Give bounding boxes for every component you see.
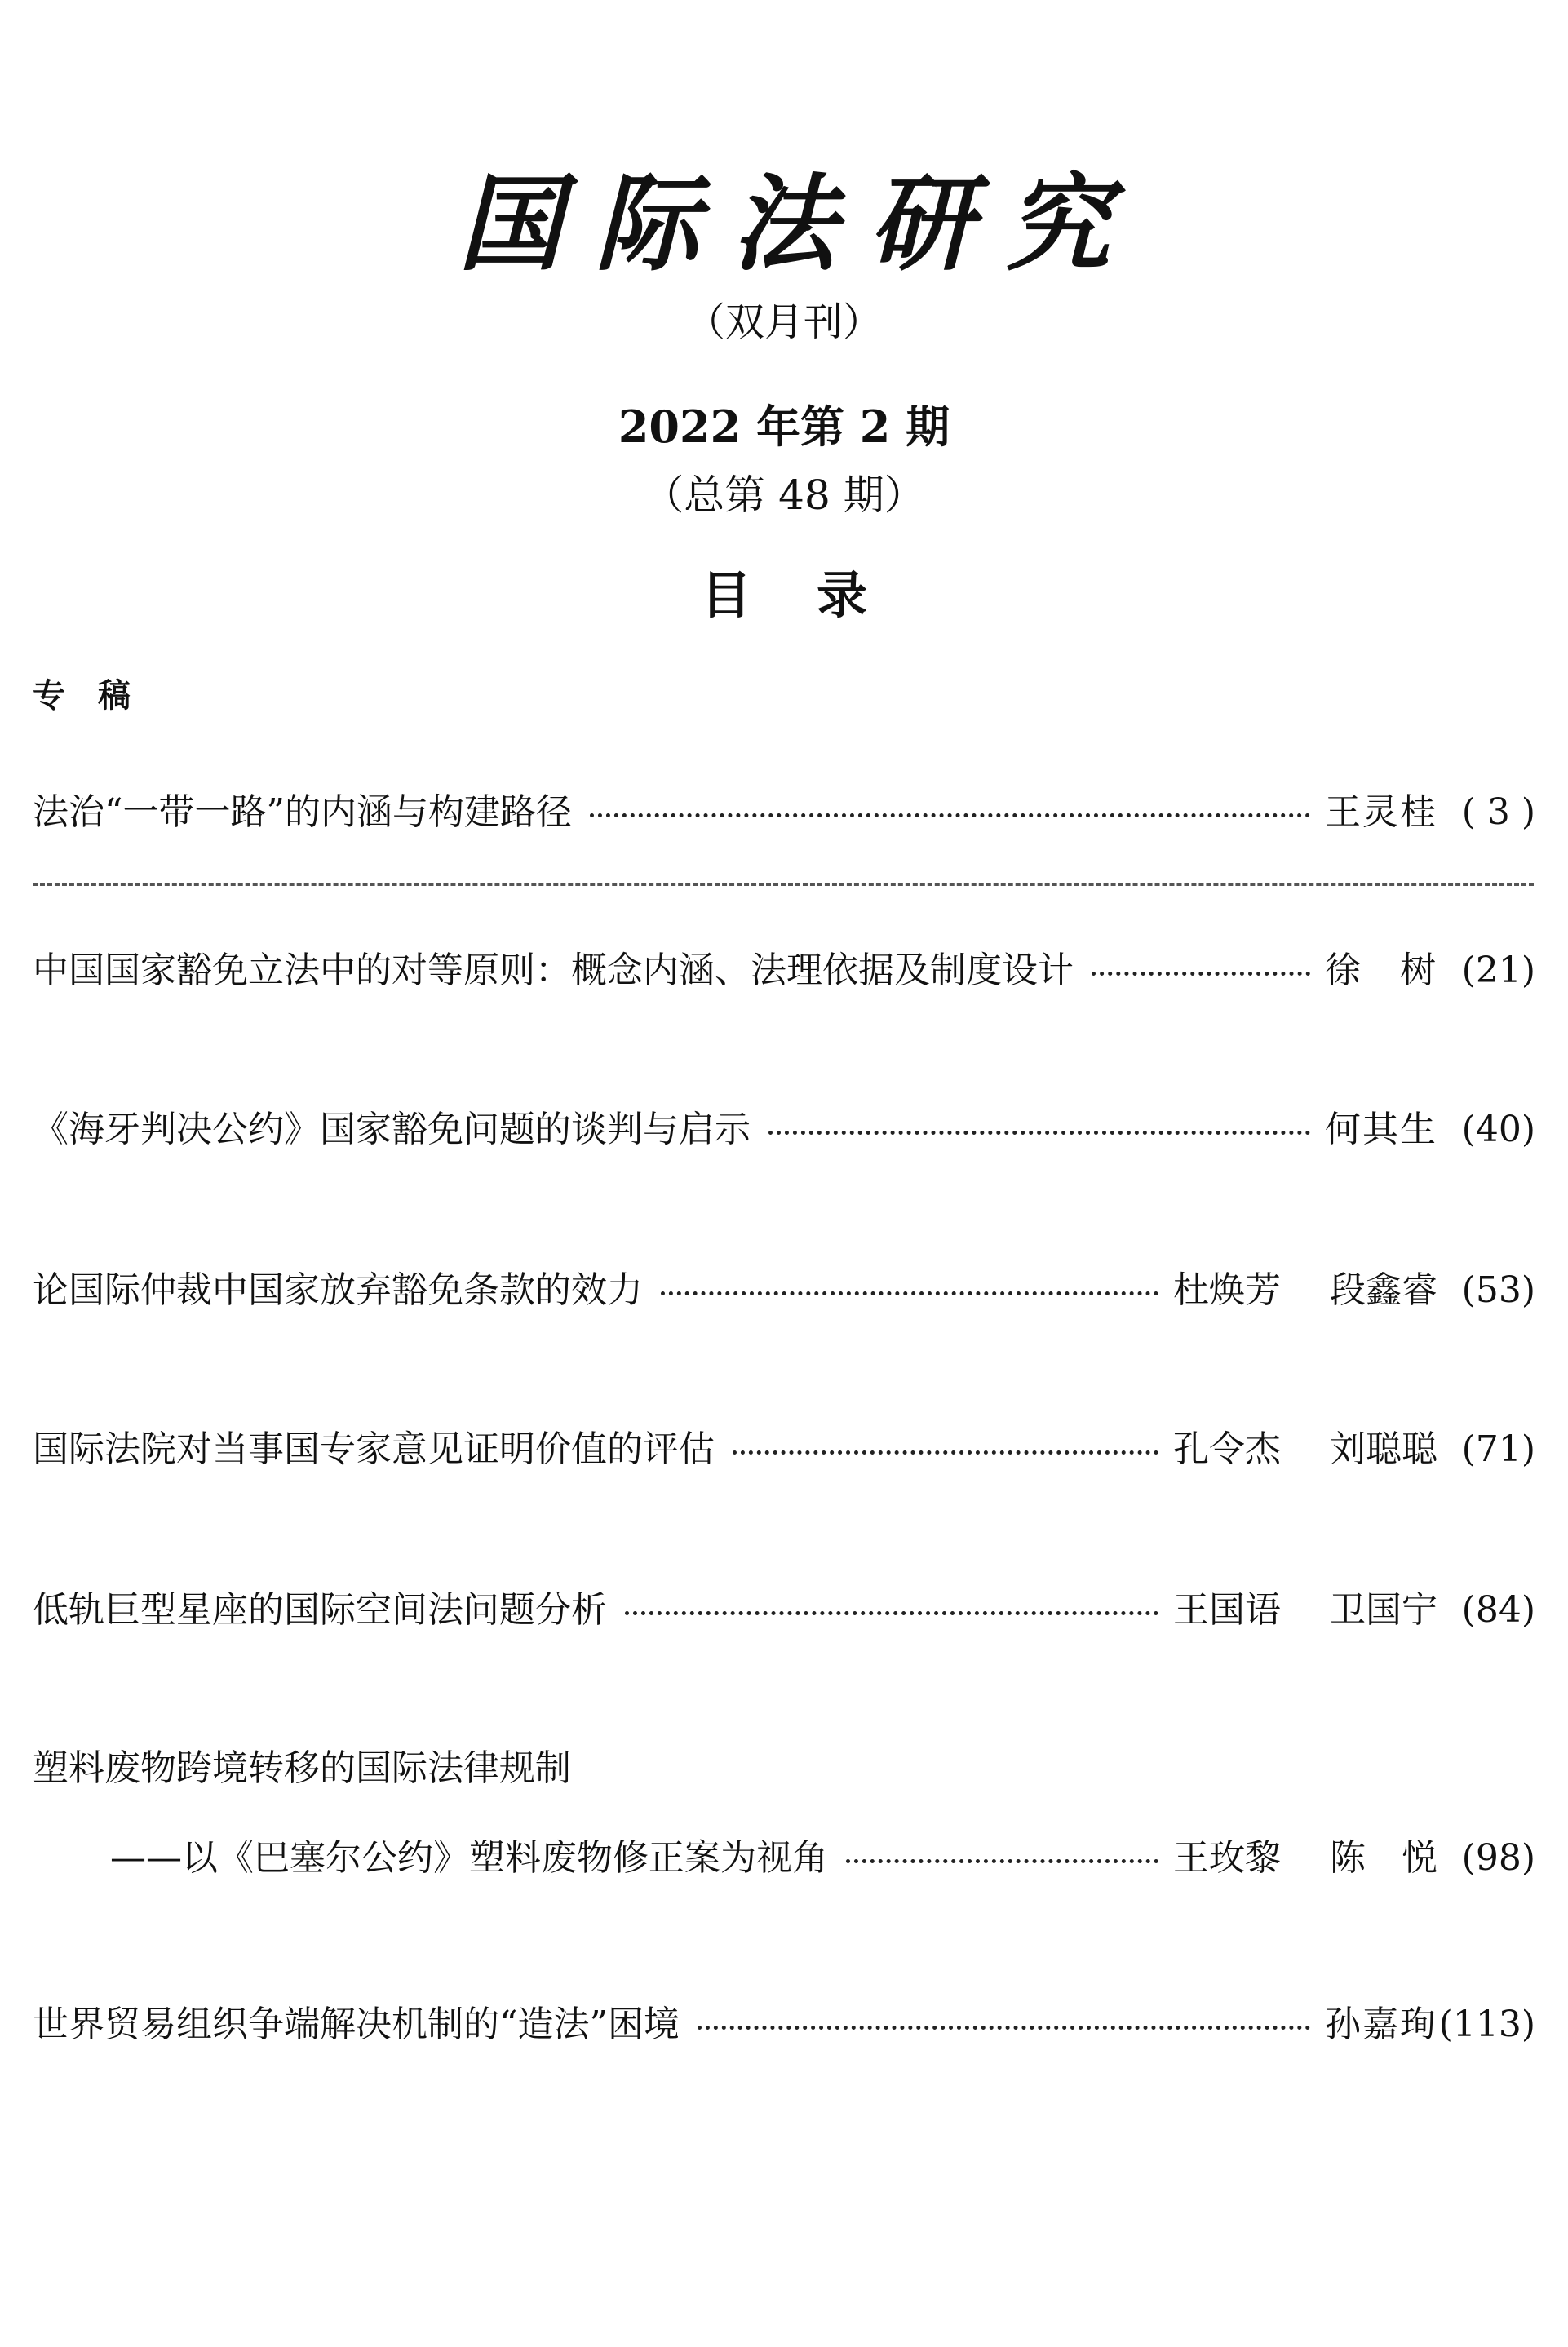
entry-authors [1325, 788, 1437, 837]
entry-page: (84) [1461, 1589, 1535, 1631]
entry-title: 论国际仲裁中国家放弃豁免条款的效力 [33, 1269, 643, 1311]
toc-entry[interactable] [33, 1425, 1535, 1474]
dot-leader [768, 1131, 1310, 1135]
entry-page: (40) [1461, 1109, 1535, 1150]
dot-leader [625, 1611, 1158, 1615]
toc-entry[interactable] [33, 946, 1535, 995]
entry-author: 王灵桂 [1325, 791, 1437, 833]
dot-leader [733, 1450, 1158, 1455]
journal-title: 国际法研究 [457, 163, 1143, 286]
entry-title: 国际法院对当事国专家意见证明价值的评估 [33, 1428, 715, 1470]
entry-author: 孙嘉珣 [1325, 2004, 1437, 2045]
entry-page: ( 3 ) [1461, 791, 1535, 833]
dot-leader [590, 813, 1310, 817]
entry-authors [1173, 1834, 1437, 1883]
entry-title[interactable]: 塑料废物跨境转移的国际法律规制 [33, 1747, 571, 1789]
entry-author: 刘聪聪 [1330, 1428, 1437, 1470]
entry-page: (21) [1461, 950, 1535, 991]
entry-author: 孔令杰 [1173, 1428, 1281, 1470]
entry-title: 世界贸易组织争端解决机制的“造法”困境 [33, 2004, 680, 2045]
entry-author: 段鑫睿 [1330, 1269, 1437, 1311]
entry-subtitle: ——以《巴塞尔公约》塑料废物修正案为视角 [110, 1837, 828, 1879]
section-separator [33, 883, 1534, 886]
toc-entry[interactable] [33, 1586, 1535, 1635]
entry-authors [1173, 1586, 1437, 1635]
dot-leader [1092, 972, 1310, 976]
entry-author: 杜焕芳 [1173, 1269, 1281, 1311]
entry-author: 陈 悦 [1330, 1837, 1437, 1879]
entry-authors [1173, 1425, 1437, 1474]
dot-leader [846, 1859, 1158, 1863]
entry-author: 王国语 [1173, 1589, 1281, 1631]
entry-authors [1325, 2000, 1437, 2049]
entry-authors [1173, 1266, 1437, 1315]
entry-author: 王玫黎 [1173, 1837, 1281, 1879]
entry-title: 低轨巨型星座的国际空间法问题分析 [33, 1589, 607, 1631]
publication-frequency: （双月刊） [685, 299, 882, 345]
toc-entry[interactable] [33, 1266, 1535, 1315]
entry-page: (53) [1461, 1269, 1535, 1311]
entry-authors [1325, 946, 1437, 995]
issue-number: 2022 年第 2 期 [618, 401, 950, 453]
entry-title: 《海牙判决公约》国家豁免问题的谈判与启示 [33, 1109, 751, 1150]
section-label: 专稿 [33, 676, 163, 715]
entry-author: 徐 树 [1325, 950, 1437, 991]
toc-entry[interactable] [33, 1105, 1535, 1154]
toc-entry[interactable] [33, 788, 1535, 837]
toc-entry[interactable] [110, 1834, 1535, 1883]
entry-page: (71) [1461, 1428, 1535, 1470]
dot-leader [661, 1291, 1158, 1295]
toc-entry[interactable] [33, 2000, 1535, 2049]
entry-title: 法治“一带一路”的内涵与构建路径 [33, 791, 572, 833]
entry-author: 卫国宁 [1330, 1589, 1437, 1631]
dot-leader [698, 2026, 1310, 2030]
entry-page: (113) [1438, 2004, 1535, 2045]
total-issue-number: （总第 48 期） [643, 472, 925, 519]
toc-heading: 目录 [700, 565, 932, 625]
entry-page: (98) [1461, 1837, 1535, 1879]
entry-authors [1325, 1105, 1437, 1154]
entry-title: 中国国家豁免立法中的对等原则：概念内涵、法理依据及制度设计 [33, 950, 1074, 991]
entry-author: 何其生 [1325, 1109, 1437, 1150]
